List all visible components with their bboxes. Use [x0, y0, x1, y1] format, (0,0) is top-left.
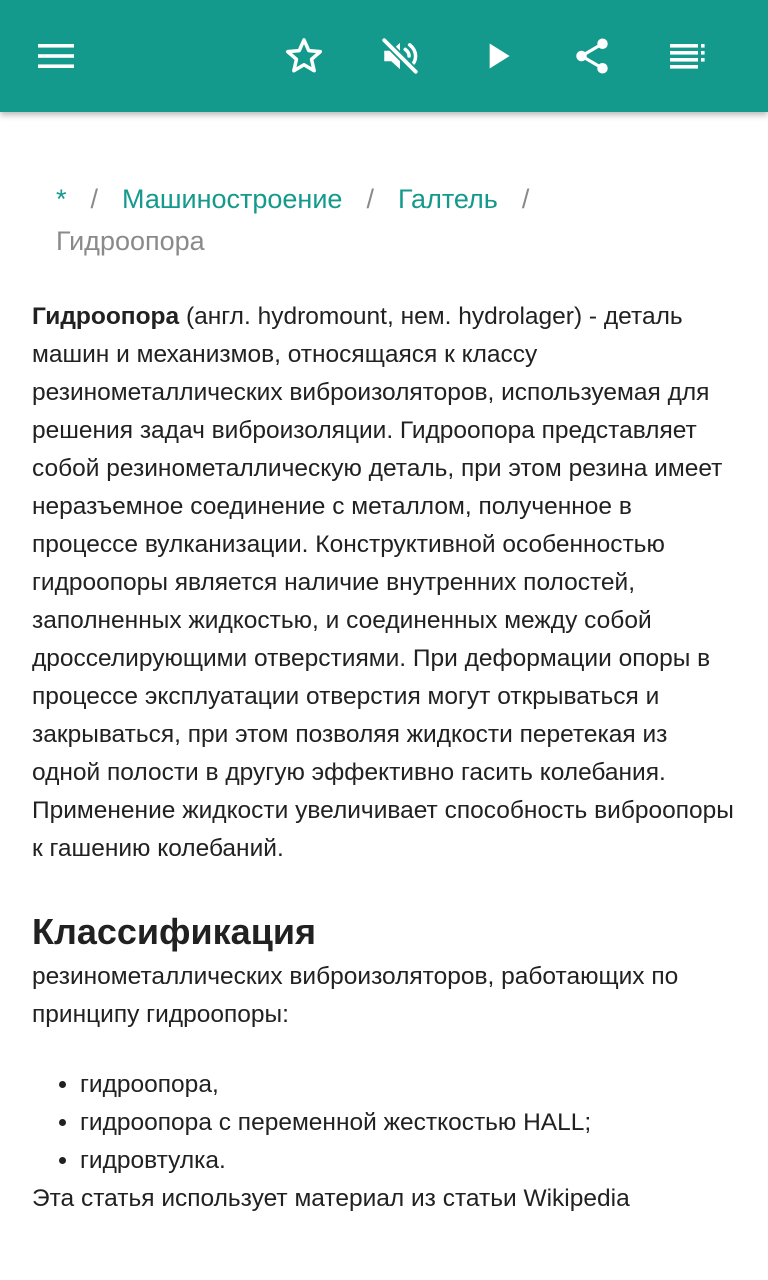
section-text: резинометаллических виброизоляторов, работающих по принципу гидроопоры: [32, 963, 679, 1028]
intro-text: (англ. hydromount, нем. hydrolager) - деталь машин и механизмов, относящаяся к классу резинометаллических виброизоляторов, используемая для решения задач виброизоляции. Гидроопора представляет собой резинометаллическую деталь, при этом резина имеет неразъемное соединение с металлом, полученное в процессе вулканизации. Конструктивной особенностью гидроопоры является наличие внутренних полостей, заполненных жидкостью, и соединенных между собой дросселирующими отверстиями. При деформации опоры в процессе эксплуатации отверстия могут открываться и закрываться, при этом позволяя жидкости перетекая из одной полости в другую эффективно гасить колебания. Применение жидкости увеличивает способность виброопоры к гашению колебаний. [32, 303, 734, 862]
play-button[interactable] [470, 28, 526, 84]
article-view[interactable] [0, 112, 768, 1280]
breadcrumb-current: Гидроопора [56, 226, 205, 256]
mute-button[interactable] [372, 28, 428, 84]
breadcrumb-separator: / [521, 184, 530, 214]
menu-button[interactable] [28, 28, 84, 84]
play-icon [478, 36, 518, 76]
breadcrumb-item-fillet[interactable]: Галтель [397, 184, 498, 214]
breadcrumb-item-root[interactable]: * [56, 184, 67, 214]
app-toolbar [0, 0, 768, 112]
breadcrumb-item-mechanical-engineering[interactable]: Машиностроение [122, 184, 343, 214]
list-item: • гидроопора с переменной жесткостью HALL; [80, 1104, 738, 1142]
contents-button[interactable] [660, 28, 716, 84]
breadcrumb-separator: / [366, 184, 374, 214]
list-item: • гидроопора, [80, 1066, 738, 1104]
list-icon [668, 36, 708, 76]
share-icon [571, 35, 613, 77]
volume-off-icon [379, 35, 421, 77]
list-item: • гидровтулка. [80, 1142, 738, 1180]
breadcrumb-separator: / [90, 184, 99, 214]
favorite-button[interactable] [276, 28, 332, 84]
section-heading: Классификация [32, 911, 316, 952]
article-body [32, 298, 738, 1218]
classification-list [32, 1066, 738, 1180]
menu-icon [36, 36, 76, 76]
share-button[interactable] [564, 28, 620, 84]
intro-paragraph [32, 298, 738, 868]
article-term: Гидроопора [32, 303, 180, 330]
star-icon [283, 35, 325, 77]
source-note: Эта статья использует материал из статьи Wikipedia [32, 1185, 630, 1212]
breadcrumb [56, 178, 736, 262]
